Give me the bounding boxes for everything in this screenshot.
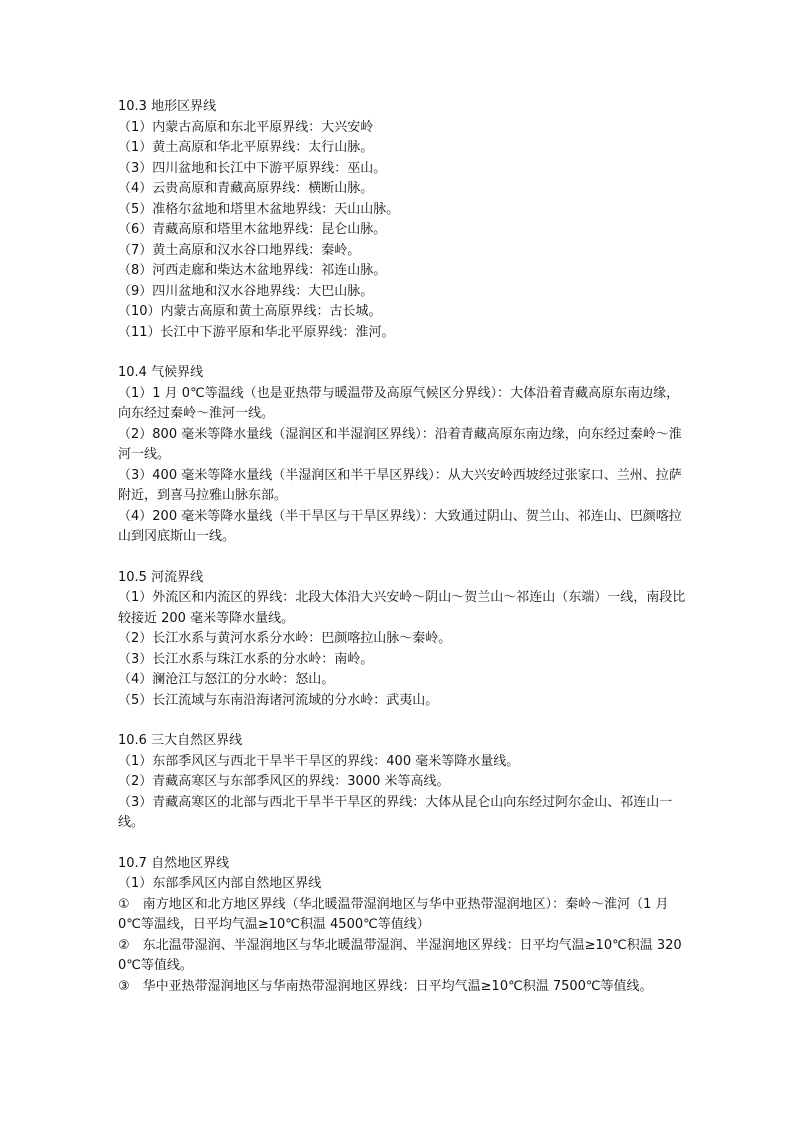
list-item: （5）准格尔盆地和塔里木盆地界线：天山山脉。 xyxy=(118,201,400,217)
document-page xyxy=(118,97,688,1017)
list-item: （2）800 毫米等降水量线（湿润区和半湿润区界线）：沿着青藏高原东南边缘，向东经过秦岭～淮河一线。 xyxy=(118,426,682,462)
list-item: （10）内蒙古高原和黄土高原界线：古长城。 xyxy=(118,304,382,319)
list-item: （2）青藏高寒区与东部季风区的界线：3000 米等高线。 xyxy=(118,774,450,789)
list-item: （1）东部季风区与西北干旱半干旱区的界线：400 毫米等降水量线。 xyxy=(118,753,520,769)
list-item: ① 南方地区和北方地区界线（华北暖温带湿润地区与华中亚热带湿润地区）：秦岭～淮河（1 月 0℃等温线，日平均气温≥10℃积温 4500℃等值线） xyxy=(118,896,669,932)
section-title: 10.5 河流界线 xyxy=(118,569,204,585)
list-item: （1）黄土高原和华北平原界线：太行山脉。 xyxy=(118,140,374,155)
list-item: （1）内蒙古高原和东北平原界线：大兴安岭 xyxy=(118,119,374,135)
list-item: （9）四川盆地和汉水谷地界线：大巴山脉。 xyxy=(118,283,374,299)
list-item: （7）黄土高原和汉水谷口地界线：秦岭。 xyxy=(118,242,361,258)
section-river-boundaries xyxy=(118,568,688,712)
list-item: （2）长江水系与黄河水系分水岭：巴颜喀拉山脉～秦岭。 xyxy=(118,631,452,646)
section-title: 10.4 气候界线 xyxy=(118,365,204,380)
list-item: （1）东部季风区内部自然地区界线 xyxy=(118,876,322,891)
list-item: （4）云贵高原和青藏高原界线：横断山脉。 xyxy=(118,181,374,196)
list-item: （5）长江流域与东南沿海诸河流域的分水岭：武夷山。 xyxy=(118,692,439,708)
section-terrain-boundaries xyxy=(118,97,688,343)
list-item: （3）400 毫米等降水量线（半湿润区和半干旱区界线）：从大兴安岭西坡经过张家口、兰州、拉萨附近，到喜马拉雅山脉东部。 xyxy=(118,467,682,503)
section-natural-regions xyxy=(118,731,688,834)
section-climate-boundaries xyxy=(118,363,688,548)
list-item: （8）河西走廊和柴达木盆地界线：祁连山脉。 xyxy=(118,263,387,278)
section-title: 10.3 地形区界线 xyxy=(118,99,217,114)
list-item: （1）1 月 0℃等温线（也是亚热带与暖温带及高原气候区分界线）：大体沿着青藏高原东南边缘，向东经过秦岭～淮河一线。 xyxy=(118,385,680,421)
list-item: （1）外流区和内流区的界线：北段大体沿大兴安岭～阴山～贺兰山～祁连山（东端）一线，南段比较接近 200 毫米等降水量线。 xyxy=(118,590,686,626)
list-item: （4）澜沧江与怒江的分水岭：怒山。 xyxy=(118,672,335,687)
list-item: （11）长江中下游平原和华北平原界线：淮河。 xyxy=(118,324,395,340)
list-item: （3）长江水系与珠江水系的分水岭：南岭。 xyxy=(118,651,374,667)
section-title: 10.6 三大自然区界线 xyxy=(118,733,243,748)
list-item: （3）四川盆地和长江中下游平原界线：巫山。 xyxy=(118,160,387,176)
list-item: （4）200 毫米等降水量线（半干旱区与干旱区界线）：大致通过阴山、贺兰山、祁连山、巴颜喀拉山到冈底斯山一线。 xyxy=(118,508,682,544)
section-title: 10.7 自然地区界线 xyxy=(118,855,230,871)
section-natural-area-boundaries xyxy=(118,854,688,998)
list-item: （6）青藏高原和塔里木盆地界线：昆仑山脉。 xyxy=(118,222,387,237)
list-item: ② 东北温带湿润、半湿润地区与华北暖温带湿润、半湿润地区界线：日平均气温≥10℃积温 3200℃等值线。 xyxy=(118,937,682,973)
list-item: ③ 华中亚热带湿润地区与华南热带湿润地区界线：日平均气温≥10℃积温 7500℃等值线。 xyxy=(118,978,653,994)
list-item: （3）青藏高寒区的北部与西北干旱半干旱区的界线：大体从昆仑山向东经过阿尔金山、祁连山一线。 xyxy=(118,794,673,830)
